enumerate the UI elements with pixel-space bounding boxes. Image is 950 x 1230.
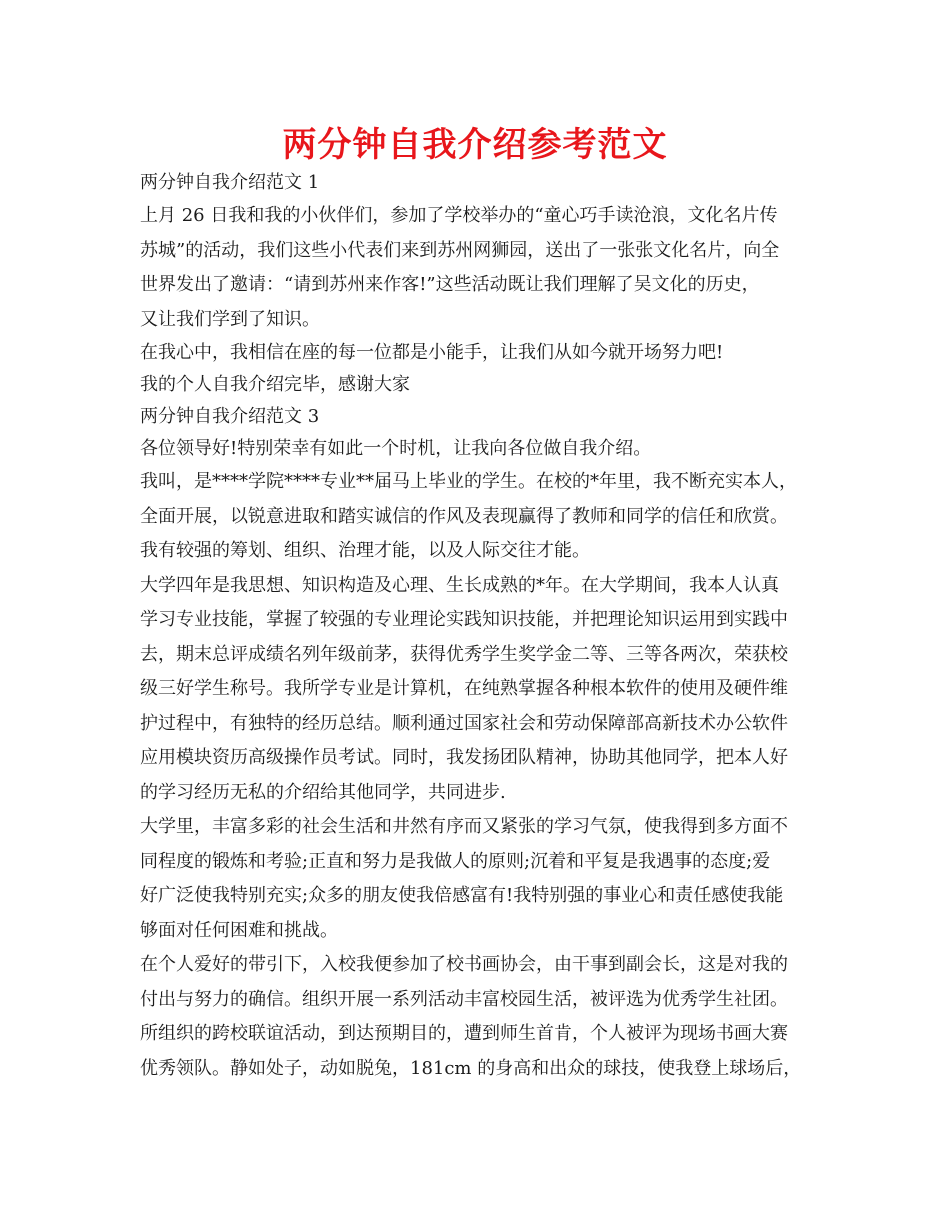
- text-line: 我叫，是****学院****专业**届马上毕业的学生。在校的*年里，我不断充实本人，: [140, 471, 797, 492]
- paragraph: [140, 369, 820, 401]
- text-line: 好广泛使我特别充实;众多的朋友使我倍感富有!我特别强的事业心和责任感使我能: [140, 885, 784, 906]
- text-line: 所组织的跨校联谊活动，到达预期目的，遭到师生首肯，个人被评为现场书画大赛: [140, 1023, 788, 1044]
- text-line: 大学四年是我思想、知识构造及心理、生长成熟的*年。在大学期间，我本人认真: [140, 574, 779, 596]
- document-body: [140, 167, 820, 1086]
- text-line: 在我心中，我相信在座的每一位都是小能手，让我们从如今就开场努力吧!: [140, 342, 724, 363]
- text-line: 各位领导好!特别荣幸有如此一个时机，让我向各位做自我介绍。: [140, 438, 652, 459]
- document-title: 两分钟自我介绍参考范文: [282, 125, 668, 165]
- text-line: 苏城”的活动，我们这些小代表们来到苏州网狮园，送出了一张张文化名片，向全: [140, 239, 780, 261]
- paragraph: [140, 569, 820, 811]
- text-line: 付出与努力的确信。组织开展一系列活动丰富校园生活，被评选为优秀学生社团。: [140, 988, 788, 1010]
- text-line: 优秀领队。静如处子，动如脱兔，181cm 的身高和出众的球技，使我登上球场后，: [140, 1057, 802, 1079]
- text-line: 两分钟自我介绍范文 1: [140, 172, 320, 193]
- paragraph: [140, 337, 820, 369]
- paragraph: [140, 948, 820, 1086]
- paragraph: [140, 199, 820, 337]
- text-line: 在个人爱好的带引下，入校我便参加了校书画协会，由干事到副会长，这是对我的: [140, 954, 788, 975]
- text-line: 护过程中，有独特的经历总结。顺利通过国家社会和劳动保障部高新技术办公软件: [140, 712, 788, 734]
- text-line: 全面开展，以锐意进取和踏实诚信的作风及表现赢得了教师和同学的信任和欣赏。: [140, 505, 788, 527]
- paragraph-heading-3: [140, 401, 820, 433]
- paragraph: [140, 433, 820, 465]
- text-line: 我的个人自我介绍完毕，感谢大家: [140, 374, 410, 395]
- text-line: 两分钟自我介绍范文 3: [140, 406, 320, 427]
- text-line: 同程度的锻炼和考验;正直和努力是我做人的原则;沉着和平复是我遇事的态度;爱: [140, 850, 771, 872]
- text-line: 级三好学生称号。我所学专业是计算机，在纯熟掌握各种根本软件的使用及硬件维: [140, 678, 788, 699]
- paragraph: [140, 465, 820, 569]
- text-line: 够面对任何困难和挑战。: [140, 919, 338, 941]
- text-line: 的学习经历无私的介绍给其他同学，共同进步.: [140, 781, 506, 803]
- paragraph: [140, 810, 820, 948]
- text-line: 世界发出了邀请：“请到苏州来作客!”这些活动既让我们理解了吴文化的历史，: [140, 274, 760, 295]
- text-line: 上月 26 日我和我的小伙伴们，参加了学校举办的“童心巧手读沧浪，文化名片传: [140, 205, 778, 226]
- text-line: 应用模块资历高级操作员考试。同时，我发扬团队精神，协助其他同学，把本人好: [140, 747, 788, 768]
- text-line: 学习专业技能，掌握了较强的专业理论实践知识技能，并把理论知识运用到实践中: [140, 609, 788, 630]
- text-line: 去，期末总评成绩名列年级前茅，获得优秀学生奖学金二等、三等各两次，荣获校: [140, 643, 788, 665]
- text-line: 我有较强的筹划、组织、治理才能，以及人际交往才能。: [140, 540, 590, 561]
- text-line: 又让我们学到了知识。: [140, 308, 320, 330]
- paragraph-heading-1: [140, 167, 820, 199]
- text-line: 大学里，丰富多彩的社会生活和井然有序而又紧张的学习气氛，使我得到多方面不: [140, 816, 788, 837]
